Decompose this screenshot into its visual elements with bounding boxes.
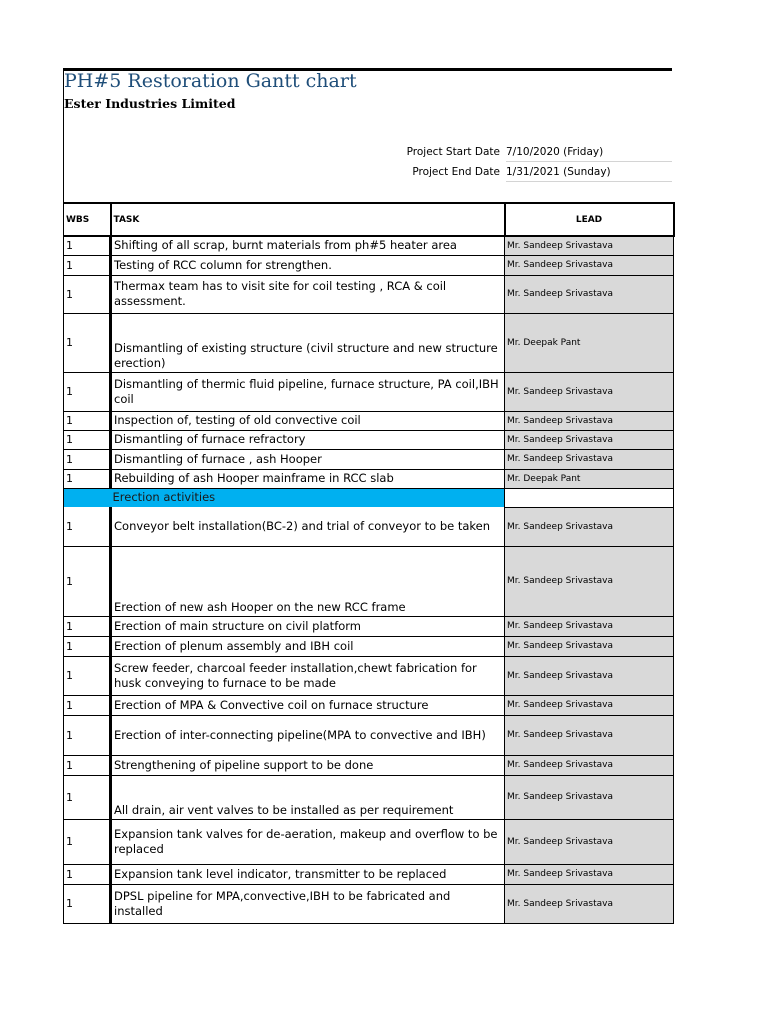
wbs-cell[interactable]: 1 (64, 275, 111, 313)
project-start-value[interactable]: 7/10/2020 (Friday) (506, 146, 672, 162)
column-header-wbs[interactable]: WBS (64, 203, 111, 236)
lead-cell[interactable]: Mr. Sandeep Srivastava (505, 275, 674, 313)
task-cell[interactable]: Erection of main structure on civil platform (111, 616, 505, 636)
table-row[interactable] (64, 884, 674, 923)
lead-cell[interactable]: Mr. Sandeep Srivastava (505, 864, 674, 884)
task-cell[interactable]: Dismantling of thermic fluid pipeline, furnace structure, PA coil,IBH coil (111, 372, 505, 411)
table-row[interactable] (64, 255, 674, 275)
task-cell[interactable]: Thermax team has to visit site for coil testing , RCA & coil assessment. (111, 275, 505, 313)
task-cell[interactable]: Rebuilding of ash Hooper mainframe in RCC slab (111, 469, 505, 488)
project-start-label: Project Start Date (406, 146, 500, 158)
column-header-task[interactable]: TASK (111, 203, 505, 236)
column-header-lead[interactable]: LEAD (505, 203, 674, 236)
task-cell[interactable]: DPSL pipeline for MPA,convective,IBH to be fabricated and installed (111, 884, 505, 923)
task-cell[interactable]: Screw feeder, charcoal feeder installation,chewt fabrication for husk conveying to furnace to be made (111, 656, 505, 695)
table-row[interactable] (64, 715, 674, 755)
task-cell[interactable]: All drain, air vent valves to be installed as per requirement (111, 775, 505, 819)
wbs-cell[interactable]: 1 (64, 775, 111, 819)
lead-cell[interactable]: Mr. Deepak Pant (505, 469, 674, 488)
table-row[interactable] (64, 775, 674, 819)
table-row[interactable] (64, 469, 674, 488)
lead-cell[interactable]: Mr. Sandeep Srivastava (505, 430, 674, 449)
lead-cell[interactable]: Mr. Sandeep Srivastava (505, 616, 674, 636)
lead-cell[interactable]: Mr. Sandeep Srivastava (505, 884, 674, 923)
table-header-row (64, 203, 674, 236)
wbs-cell[interactable]: 1 (64, 546, 111, 616)
gantt-task-table (63, 202, 675, 924)
lead-cell[interactable]: Mr. Sandeep Srivastava (505, 819, 674, 864)
company-name: Ester Industries Limited (64, 96, 236, 111)
task-cell[interactable]: Erection of inter-connecting pipeline(MPA to convective and IBH) (111, 715, 505, 755)
wbs-cell[interactable]: 1 (64, 819, 111, 864)
wbs-cell[interactable]: 1 (64, 715, 111, 755)
task-cell[interactable]: Conveyor belt installation(BC-2) and trial of conveyor to be taken (111, 507, 505, 546)
table-row[interactable] (64, 616, 674, 636)
wbs-cell[interactable]: 1 (64, 755, 111, 775)
lead-cell[interactable]: Mr. Sandeep Srivastava (505, 372, 674, 411)
wbs-cell[interactable]: 1 (64, 411, 111, 430)
task-cell[interactable]: Testing of RCC column for strengthen. (111, 255, 505, 275)
table-row[interactable] (64, 755, 674, 775)
wbs-cell[interactable]: 1 (64, 236, 111, 255)
section-lead-cell (505, 488, 674, 507)
wbs-cell[interactable]: 1 (64, 656, 111, 695)
wbs-cell[interactable]: 1 (64, 255, 111, 275)
table-row[interactable] (64, 449, 674, 469)
table-row[interactable] (64, 864, 674, 884)
task-cell[interactable]: Dismantling of furnace , ash Hooper (111, 449, 505, 469)
lead-cell[interactable]: Mr. Sandeep Srivastava (505, 775, 674, 819)
section-wbs-cell (64, 488, 111, 507)
wbs-cell[interactable]: 1 (64, 449, 111, 469)
wbs-cell[interactable]: 1 (64, 864, 111, 884)
table-row[interactable] (64, 656, 674, 695)
lead-cell[interactable]: Mr. Sandeep Srivastava (505, 255, 674, 275)
table-row[interactable] (64, 275, 674, 313)
lead-cell[interactable]: Mr. Sandeep Srivastava (505, 546, 674, 616)
table-row[interactable] (64, 819, 674, 864)
task-cell[interactable]: Erection of new ash Hooper on the new RCC frame (111, 546, 505, 616)
section-label[interactable]: Erection activities (111, 488, 505, 507)
task-cell[interactable]: Shifting of all scrap, burnt materials from ph#5 heater area (111, 236, 505, 255)
lead-cell[interactable]: Mr. Deepak Pant (505, 313, 674, 372)
lead-cell[interactable]: Mr. Sandeep Srivastava (505, 755, 674, 775)
page-title: PH#5 Restoration Gantt chart (64, 70, 357, 92)
task-cell[interactable]: Dismantling of existing structure (civil structure and new structure erection) (111, 313, 505, 372)
table-row[interactable] (64, 411, 674, 430)
wbs-cell[interactable]: 1 (64, 372, 111, 411)
task-cell[interactable]: Inspection of, testing of old convective coil (111, 411, 505, 430)
lead-cell[interactable]: Mr. Sandeep Srivastava (505, 695, 674, 715)
section-header-row (64, 488, 674, 507)
table-row[interactable] (64, 695, 674, 715)
lead-cell[interactable]: Mr. Sandeep Srivastava (505, 449, 674, 469)
wbs-cell[interactable]: 1 (64, 616, 111, 636)
table-row[interactable] (64, 636, 674, 656)
lead-cell[interactable]: Mr. Sandeep Srivastava (505, 507, 674, 546)
lead-cell[interactable]: Mr. Sandeep Srivastava (505, 715, 674, 755)
table-row[interactable] (64, 236, 674, 255)
table-row[interactable] (64, 313, 674, 372)
lead-cell[interactable]: Mr. Sandeep Srivastava (505, 656, 674, 695)
wbs-cell[interactable]: 1 (64, 884, 111, 923)
lead-cell[interactable]: Mr. Sandeep Srivastava (505, 236, 674, 255)
wbs-cell[interactable]: 1 (64, 313, 111, 372)
table-row[interactable] (64, 372, 674, 411)
wbs-cell[interactable]: 1 (64, 636, 111, 656)
task-cell[interactable]: Erection of MPA & Convective coil on furnace structure (111, 695, 505, 715)
wbs-cell[interactable]: 1 (64, 507, 111, 546)
project-end-value[interactable]: 1/31/2021 (Sunday) (506, 166, 672, 182)
wbs-cell[interactable]: 1 (64, 469, 111, 488)
task-cell[interactable]: Expansion tank level indicator, transmitter to be replaced (111, 864, 505, 884)
task-cell[interactable]: Erection of plenum assembly and IBH coil (111, 636, 505, 656)
table-row[interactable] (64, 546, 674, 616)
lead-cell[interactable]: Mr. Sandeep Srivastava (505, 411, 674, 430)
wbs-cell[interactable]: 1 (64, 430, 111, 449)
task-cell[interactable]: Dismantling of furnace refractory (111, 430, 505, 449)
project-end-label: Project End Date (412, 166, 500, 178)
wbs-cell[interactable]: 1 (64, 695, 111, 715)
task-cell[interactable]: Expansion tank valves for de-aeration, makeup and overflow to be replaced (111, 819, 505, 864)
task-cell[interactable]: Strengthening of pipeline support to be done (111, 755, 505, 775)
table-row[interactable] (64, 430, 674, 449)
lead-cell[interactable]: Mr. Sandeep Srivastava (505, 636, 674, 656)
table-row[interactable] (64, 507, 674, 546)
